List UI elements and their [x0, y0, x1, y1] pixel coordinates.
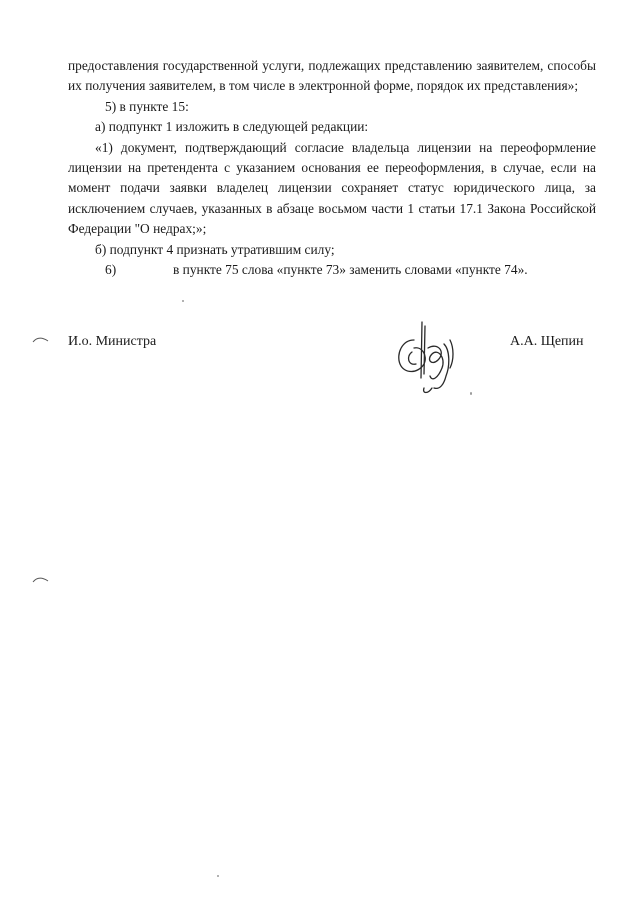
scan-speck: [217, 875, 219, 877]
paragraph-continuation: предоставления государственной услуги, подлежащих представлению заявителем, способы их получения заявителем, в том числе в электронной форме, порядок их представления»;: [68, 58, 596, 94]
signatory-name: А.А. Щепин: [510, 334, 584, 349]
document-body: [68, 56, 596, 280]
paragraph-subitem-a: а) подпункт 1 изложить в следующей редакции:: [95, 119, 369, 135]
margin-mark: [32, 336, 50, 344]
paragraph-item-6: [68, 260, 596, 280]
paragraph-subitem-b: б) подпункт 4 признать утратившим силу;: [95, 241, 335, 257]
item-6-number: 6): [105, 262, 117, 278]
signatory-position: И.о. Министра: [68, 334, 157, 349]
scan-speck: [182, 300, 184, 302]
item-6-text: в пункте 75 слова «пункте 73» заменить словами «пункте 74».: [173, 262, 528, 278]
margin-mark: [32, 576, 50, 584]
paragraph-quoted-subitem-1: «1) документ, подтверждающий согласие владельца лицензии на переоформление лицензии на претендента с указанием основания ее переоформления, в случае, если на момент подачи заявки владелец лицензии сохраняет статус юридического лица, за исключением случаев, указанных в абзаце восьмом части 1 статьи 17.1 Закона Российской Федерации "О недрах;»;: [68, 139, 596, 237]
paragraph-item-5: 5) в пункте 15:: [105, 98, 189, 114]
handwritten-signature: [388, 318, 468, 398]
scan-speck: [470, 392, 472, 395]
